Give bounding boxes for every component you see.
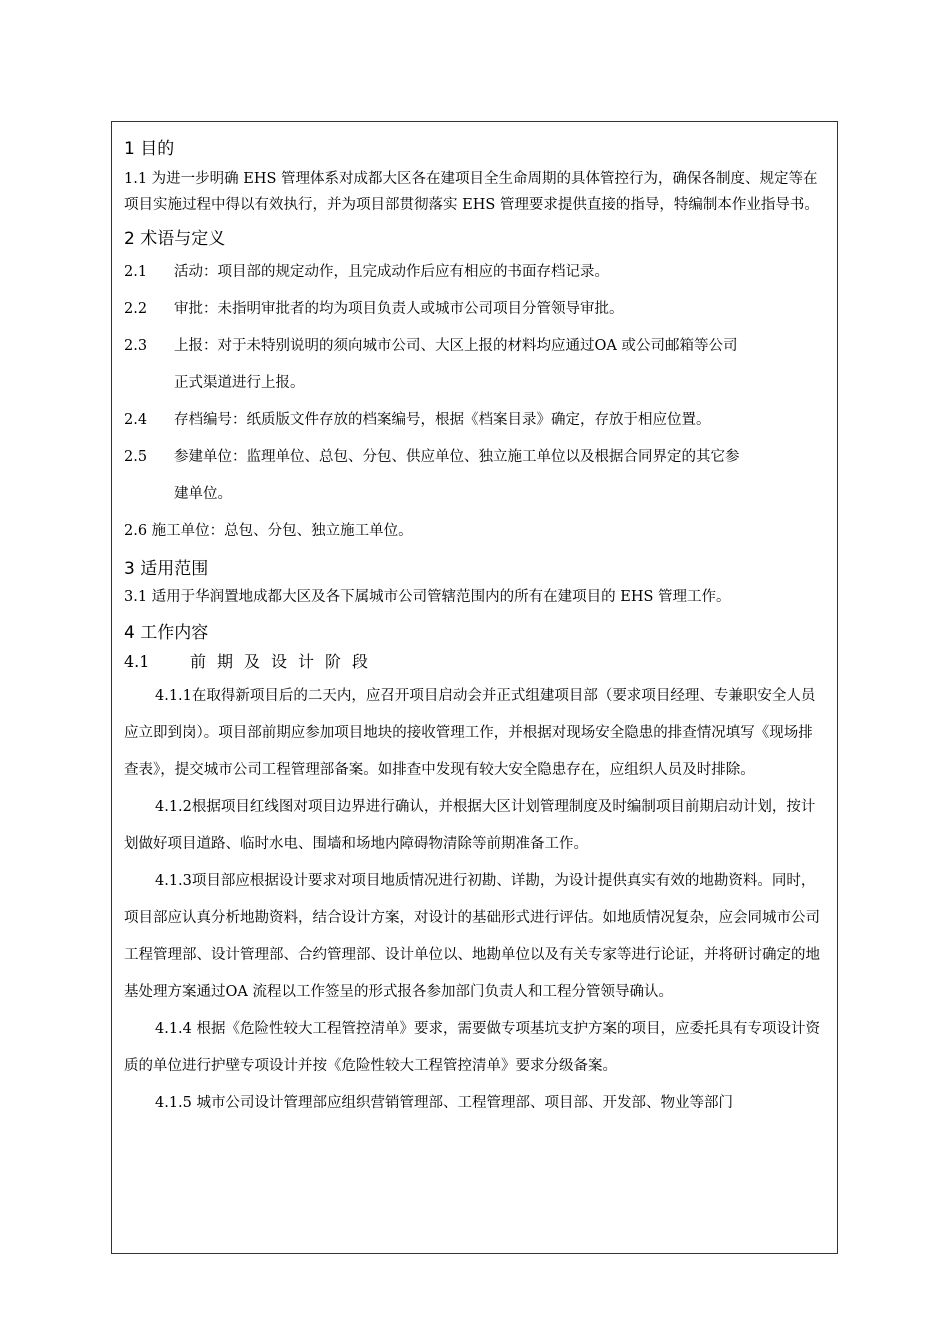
document-content	[124, 138, 826, 1122]
definition-text: 活动：项目部的规定动作，且完成动作后应有相应的书面存档记录。	[174, 264, 609, 280]
section-4-heading: 4 工作内容	[124, 623, 209, 643]
definition-item-2-6: 2.6 施工单位：总包、分包、独立施工单位。	[124, 523, 413, 539]
section-2-heading: 2 术语与定义	[124, 229, 226, 249]
work-content-paragraphs	[124, 678, 826, 1122]
definition-continuation: 正式渠道进行上报。	[174, 375, 305, 391]
definition-number: 2.5	[124, 449, 148, 465]
document-frame	[111, 121, 838, 1254]
definition-item	[124, 439, 826, 476]
section-3-heading: 3 适用范围	[124, 559, 209, 579]
definition-item	[124, 402, 826, 439]
paragraph-4-1-5: 4.1.5 城市公司设计管理部应组织营销管理部、工程管理部、项目部、开发部、物业等部门	[155, 1095, 733, 1111]
definition-text: 审批：未指明审批者的均为项目负责人或城市公司项目分管领导审批。	[174, 301, 624, 317]
paragraph-4-1-1: 4.1.1在取得新项目后的二天内，应召开项目启动会并正式组建项目部（要求项目经理、专兼职安全人员应立即到岗）。项目部前期应参加项目地块的接收管理工作，并根据对现场安全隐患的排查情况填写《现场排查表》，提交城市公司工程管理部备案。如排查中发现有较大安全隐患存在，应组织人员及时排除。	[124, 688, 816, 778]
definition-item	[124, 291, 826, 328]
definition-text: 存档编号：纸质版文件存放的档案编号，根据《档案目录》确定，存放于相应位置。	[174, 412, 711, 428]
paragraph-4-1-2: 4.1.2根据项目红线图对项目边界进行确认，并根据大区计划管理制度及时编制项目前期启动计划，按计划做好项目道路、临时水电、围墙和场地内障碍物清除等前期准备工作。	[124, 799, 816, 852]
definition-number: 2.4	[124, 412, 148, 428]
definition-item	[124, 328, 826, 365]
definition-text: 上报：对于未特别说明的须向城市公司、大区上报的材料均应通过OA 或公司邮箱等公司	[174, 338, 738, 354]
section-3-text: 3.1 适用于华润置地成都大区及各下属城市公司管辖范围内的所有在建项目的 EHS 管理工作。	[124, 589, 731, 605]
definition-item	[124, 254, 826, 291]
definition-number: 2.2	[124, 301, 148, 317]
subsection-number: 4.1	[124, 652, 150, 671]
paragraph-4-1-4: 4.1.4 根据《危险性较大工程管控清单》要求，需要做专项基坑支护方案的项目，应委托具有专项设计资质的单位进行护壁专项设计并按《危险性较大工程管控清单》要求分级备案。	[124, 1021, 820, 1074]
definition-number: 2.1	[124, 264, 148, 280]
section-1-heading: 1 目的	[124, 139, 175, 159]
definition-continuation: 建单位。	[174, 486, 232, 502]
paragraph-4-1-3: 4.1.3项目部应根据设计要求对项目地质情况进行初勘、详勘，为设计提供真实有效的地勘资料。同时，项目部应认真分析地勘资料，结合设计方案，对设计的基础形式进行评估。如地质情况复杂，应会同城市公司工程管理部、设计管理部、合约管理部、设计单位以、地勘单位以及有关专家等进行论证，并将研讨确定的地基处理方案通过OA 流程以工作签呈的形式报各参加部门负责人和工程分管领导确认。	[124, 873, 820, 1000]
definition-number: 2.3	[124, 338, 148, 354]
definitions-list	[124, 254, 826, 550]
section-1-text: 1.1 为进一步明确 EHS 管理体系对成都大区各在建项目全生命周期的具体管控行为，确保各制度、规定等在项目实施过程中得以有效执行，并为项目部贯彻落实 EHS 管理要求提供直接的指导，特编制本作业指导书。	[124, 171, 819, 213]
definition-text: 参建单位：监理单位、总包、分包、供应单位、独立施工单位以及根据合同界定的其它参	[174, 449, 740, 465]
subsection-title: 前期及设计阶段	[190, 652, 380, 671]
subsection-4-1-title	[124, 650, 826, 674]
